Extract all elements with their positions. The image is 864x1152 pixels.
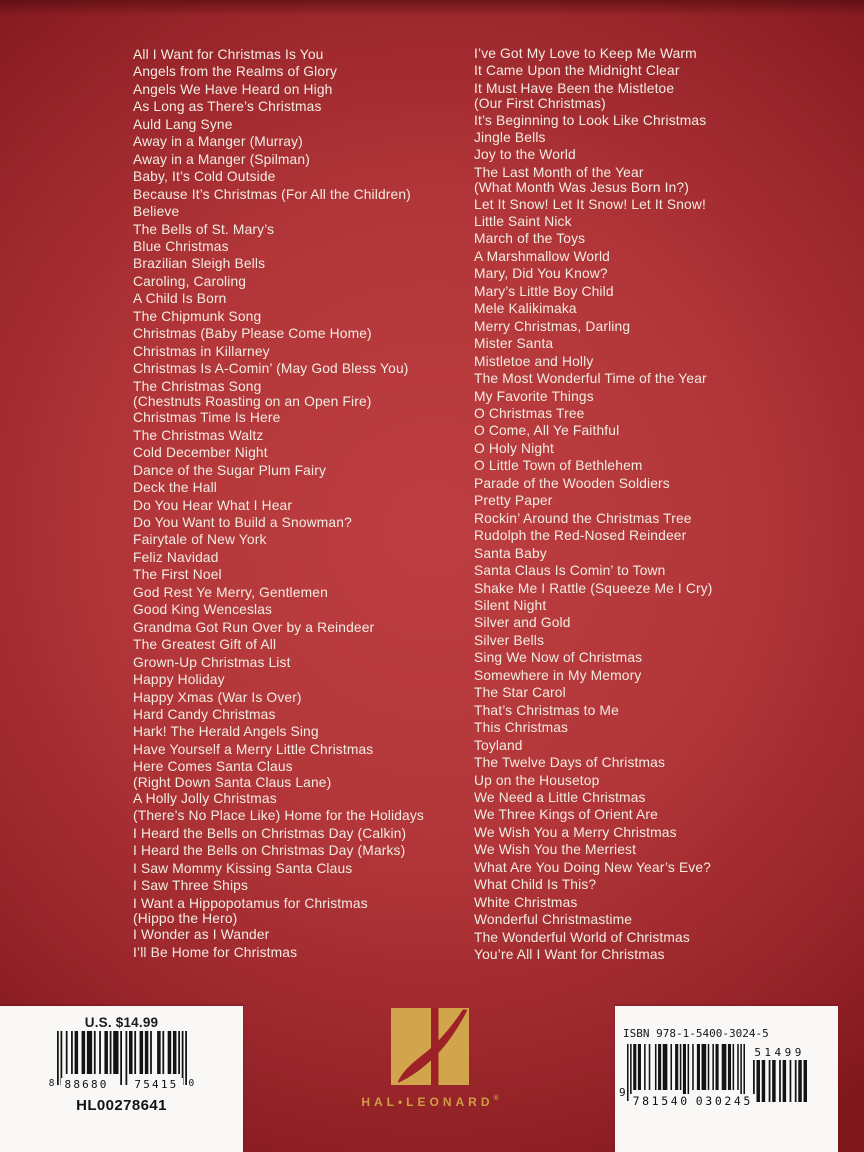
upc-digit-group: 75415 bbox=[130, 1078, 182, 1091]
ean-left-digit: 9 bbox=[619, 1086, 626, 1099]
song-title: Dance of the Sugar Plum Fairy bbox=[133, 462, 326, 478]
song-title: Shake Me I Rattle (Squeeze Me I Cry) bbox=[474, 580, 713, 596]
song-title: It Came Upon the Midnight Clear bbox=[474, 63, 680, 79]
upc-barcode bbox=[0, 1034, 243, 1090]
song-title: I’ve Got My Love to Keep Me Warm bbox=[474, 46, 697, 61]
song-title: Christmas Time Is Here bbox=[133, 410, 281, 426]
song-title: Cold December Night bbox=[133, 445, 268, 461]
song-title: This Christmas bbox=[474, 720, 569, 736]
publisher-logo-block bbox=[345, 1008, 515, 1109]
song-title: Have Yourself a Merry Little Christmas bbox=[133, 741, 374, 757]
song-title: Up on the Housetop bbox=[474, 772, 600, 788]
upc-left-digit: 8 bbox=[48, 1078, 55, 1089]
upc-bars bbox=[57, 1031, 187, 1090]
song-title: I’ll Be Home for Christmas bbox=[133, 944, 298, 960]
song-title: Feliz Navidad bbox=[133, 549, 219, 565]
song-title: Sing We Now of Christmas bbox=[474, 650, 643, 666]
publisher-wordmark: HAL•LEONARD bbox=[361, 1095, 494, 1109]
song-title: Mele Kalikimaka bbox=[474, 301, 577, 317]
upc-digits bbox=[61, 1078, 183, 1091]
song-title: Mister Santa bbox=[474, 336, 554, 352]
supplement-digits: 51499 bbox=[754, 1046, 805, 1059]
song-title: Angels from the Realms of Glory bbox=[133, 64, 338, 80]
upc-right-digit: 0 bbox=[188, 1078, 195, 1089]
isbn-barcode-panel bbox=[615, 1006, 838, 1152]
song-title: (There’s No Place Like) Home for the Holidays bbox=[133, 808, 424, 824]
song-title: Mistletoe and Holly bbox=[474, 353, 594, 369]
ean-digit-group: 030245 bbox=[693, 1094, 756, 1108]
song-title: Pretty Paper bbox=[474, 493, 553, 509]
song-title: As Long as There’s Christmas bbox=[133, 99, 322, 115]
song-title: Santa Claus Is Comin’ to Town bbox=[474, 563, 666, 579]
song-title: Here Comes Santa Claus bbox=[133, 759, 293, 775]
song-title: The Christmas Waltz bbox=[133, 427, 264, 443]
ean-bars bbox=[627, 1044, 753, 1108]
song-title: My Favorite Things bbox=[474, 388, 594, 404]
song-title: Merry Christmas, Darling bbox=[474, 318, 631, 334]
song-title: Christmas in Killarney bbox=[133, 343, 270, 359]
ean-barcode bbox=[619, 1044, 838, 1107]
song-title: The Wonderful World of Christmas bbox=[474, 929, 690, 945]
song-title: What Child Is This? bbox=[474, 877, 597, 893]
song-title: Hard Candy Christmas bbox=[133, 706, 276, 722]
song-title: We Wish You a Merry Christmas bbox=[474, 824, 677, 840]
song-subtitle: (Our First Christmas) bbox=[474, 96, 606, 112]
song-title: Christmas (Baby Please Come Home) bbox=[133, 326, 372, 342]
song-title: A Marshmallow World bbox=[474, 248, 611, 264]
song-title: Christmas Is A-Comin’ (May God Bless You) bbox=[133, 361, 409, 377]
catalog-number: HL00278641 bbox=[76, 1097, 167, 1114]
song-title: It’s Beginning to Look Like Christmas bbox=[474, 112, 707, 128]
song-title: Little Saint Nick bbox=[474, 214, 572, 230]
price-barcode-panel bbox=[0, 1006, 243, 1152]
song-title: Away in a Manger (Murray) bbox=[133, 134, 303, 150]
song-title: Mary’s Little Boy Child bbox=[474, 283, 614, 299]
upc-digit-group: 88680 bbox=[61, 1078, 113, 1091]
song-subtitle: (Chestnuts Roasting on an Open Fire) bbox=[133, 394, 372, 410]
song-title: The Greatest Gift of All bbox=[133, 637, 277, 653]
song-title: Toyland bbox=[474, 737, 523, 753]
song-title: Happy Holiday bbox=[133, 672, 225, 688]
price-label: U.S. $14.99 bbox=[84, 1015, 159, 1030]
song-title: Joy to the World bbox=[474, 147, 576, 163]
song-title: Somewhere in My Memory bbox=[474, 667, 642, 683]
song-title: The First Noel bbox=[133, 567, 222, 583]
song-title: Let It Snow! Let It Snow! Let It Snow! bbox=[474, 196, 706, 212]
song-title: Silver Bells bbox=[474, 632, 545, 648]
song-title: The Bells of St. Mary’s bbox=[133, 221, 275, 237]
song-title: Silver and Gold bbox=[474, 615, 571, 631]
song-title: Silent Night bbox=[474, 598, 547, 613]
song-title: You’re All I Want for Christmas bbox=[474, 947, 665, 963]
song-title: I Heard the Bells on Christmas Day (Marks) bbox=[133, 843, 406, 859]
ean-digit-group: 781540 bbox=[630, 1094, 693, 1108]
song-title: Happy Xmas (War Is Over) bbox=[133, 689, 302, 705]
song-title: Hark! The Herald Angels Sing bbox=[133, 724, 319, 740]
song-title: Rudolph the Red-Nosed Reindeer bbox=[474, 528, 687, 544]
song-title: Grandma Got Run Over by a Reindeer bbox=[133, 619, 375, 635]
song-title: Santa Baby bbox=[474, 545, 547, 561]
hal-leonard-logo-icon bbox=[391, 1008, 469, 1085]
song-title: The Christmas Song bbox=[133, 378, 262, 394]
song-title: Fairytale of New York bbox=[133, 532, 267, 548]
song-title: White Christmas bbox=[474, 894, 578, 910]
song-title: Angels We Have Heard on High bbox=[133, 81, 333, 97]
song-subtitle: (Right Down Santa Claus Lane) bbox=[133, 774, 332, 790]
song-title: Baby, It’s Cold Outside bbox=[133, 169, 276, 185]
song-subtitle: (Hippo the Hero) bbox=[133, 911, 238, 927]
song-title: Parade of the Wooden Soldiers bbox=[474, 475, 670, 491]
song-title: O Christmas Tree bbox=[474, 406, 585, 422]
song-title: March of the Toys bbox=[474, 231, 586, 247]
song-title: We Wish You the Merriest bbox=[474, 842, 637, 858]
song-title: That’s Christmas to Me bbox=[474, 702, 619, 718]
song-title: Blue Christmas bbox=[133, 238, 229, 254]
song-title: Deck the Hall bbox=[133, 480, 217, 496]
song-title: Auld Lang Syne bbox=[133, 116, 233, 132]
song-title: Do You Hear What I Hear bbox=[133, 497, 293, 513]
song-title: Mary, Did You Know? bbox=[474, 266, 608, 282]
price-supplement-barcode bbox=[753, 1044, 807, 1107]
song-title: O Little Town of Bethlehem bbox=[474, 458, 643, 474]
song-title: Rockin’ Around the Christmas Tree bbox=[474, 510, 692, 526]
song-title: Believe bbox=[133, 204, 180, 220]
song-title: I Saw Mommy Kissing Santa Claus bbox=[133, 860, 353, 876]
song-title: Away in a Manger (Spilman) bbox=[133, 151, 310, 167]
isbn-label: ISBN 978-1-5400-3024-5 bbox=[623, 1027, 769, 1040]
song-subtitle: (What Month Was Jesus Born In?) bbox=[474, 180, 689, 196]
song-title: The Twelve Days of Christmas bbox=[474, 755, 666, 771]
song-title: All I Want for Christmas Is You bbox=[133, 47, 324, 62]
song-title: What Are You Doing New Year’s Eve? bbox=[474, 859, 711, 875]
song-title: Good King Wenceslas bbox=[133, 602, 273, 618]
song-title: O Come, All Ye Faithful bbox=[474, 423, 620, 439]
song-title: The Chipmunk Song bbox=[133, 308, 262, 324]
song-title: Because It’s Christmas (For All the Children) bbox=[133, 186, 411, 202]
song-title: Jingle Bells bbox=[474, 130, 546, 146]
publisher-name bbox=[345, 1095, 515, 1109]
song-title: I Wonder as I Wander bbox=[133, 927, 270, 943]
song-title: I Want a Hippopotamus for Christmas bbox=[133, 895, 368, 911]
song-title: A Holly Jolly Christmas bbox=[133, 790, 277, 806]
song-title: We Need a Little Christmas bbox=[474, 789, 646, 805]
song-title: I Saw Three Ships bbox=[133, 878, 249, 894]
song-title: The Star Carol bbox=[474, 685, 566, 701]
song-title: It Must Have Been the Mistletoe bbox=[474, 80, 675, 96]
song-title: Brazilian Sleigh Bells bbox=[133, 256, 266, 272]
song-title: Grown-Up Christmas List bbox=[133, 654, 291, 670]
song-title: We Three Kings of Orient Are bbox=[474, 807, 658, 823]
song-title: I Heard the Bells on Christmas Day (Calkin) bbox=[133, 825, 407, 841]
song-title: O Holy Night bbox=[474, 440, 555, 456]
ean-digits bbox=[630, 1094, 753, 1108]
song-title: Do You Want to Build a Snowman? bbox=[133, 514, 352, 530]
song-title: A Child Is Born bbox=[133, 291, 227, 307]
song-title: Caroling, Caroling bbox=[133, 273, 247, 289]
song-list-right-column bbox=[474, 45, 809, 964]
song-list-left-column bbox=[133, 46, 468, 961]
registered-mark: ® bbox=[493, 1095, 499, 1102]
song-title: The Most Wonderful Time of the Year bbox=[474, 371, 707, 387]
song-title: God Rest Ye Merry, Gentlemen bbox=[133, 584, 328, 600]
song-title: The Last Month of the Year bbox=[474, 164, 644, 180]
song-title: Wonderful Christmastime bbox=[474, 912, 633, 928]
